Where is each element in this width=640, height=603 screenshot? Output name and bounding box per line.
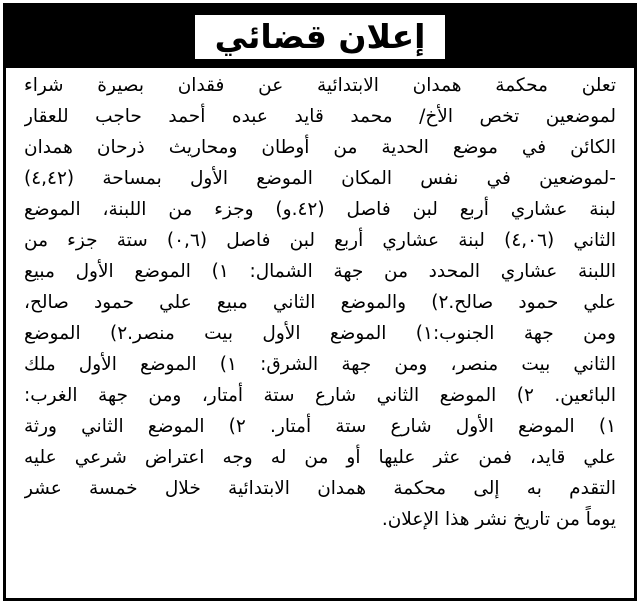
notice-line: الكائن في موضع الحدية من أوطان ومحاريث ذرحان همدان (24, 137, 616, 158)
notice-line: لبنة عشاري أربع لبن فاصل (٤٢.و) وجزء من اللبنة، الموضع (24, 199, 616, 220)
notice-line: اللبنة عشاري المحدد من جهة الشمال: ١) الموضع الأول مبيع (24, 261, 616, 282)
notice-line: تعلن محكمة همدان الابتدائية عن فقدان بصيرة شراء (24, 75, 616, 96)
notice-line: علي قايد، فمن عثر عليها أو من له وجه اعتراض شرعي عليه (24, 447, 616, 468)
notice-line: ومن جهة الجنوب:١) الموضع الأول بيت منصر.٢) الموضع (24, 323, 616, 344)
notice-header-bar (6, 6, 634, 68)
notice-line: الثاني بيت منصر، ومن جهة الشرق: ١) الموضع الأول ملك (24, 354, 616, 375)
notice-line: يوماً من تاريخ نشر هذا الإعلان. (381, 509, 616, 530)
notice-line: التقدم به إلى محكمة همدان الابتدائية خلال خمسة عشر (24, 478, 616, 499)
notice-title: إعلان قضائي (195, 15, 446, 59)
notice-line: البائعين. ٢) الموضع الثاني شارع ستة أمتار، ومن جهة الغرب: (24, 385, 616, 406)
notice-line: -لموضعين في نفس المكان الموضع الأول بمساحة (٤,٤٢) (24, 168, 616, 189)
notice-line: علي حمود صالح.٢) والموضع الثاني مبيع علي حمود صالح، (24, 292, 616, 313)
notice-line: ١) الموضع الأول شارع ستة أمتار. ٢) الموضع الثاني ورثة (24, 416, 616, 437)
notice-line: الثاني (٤,٠٦) لبنة عشاري أربع لبن فاصل (٠,٦) ستة جزء من (24, 230, 616, 251)
notice-line: لموضعين تخص الأخ/ محمد قايد عبده أحمد حاجب للعقار (24, 106, 616, 127)
notice-body (24, 70, 616, 535)
judicial-notice (3, 3, 637, 601)
